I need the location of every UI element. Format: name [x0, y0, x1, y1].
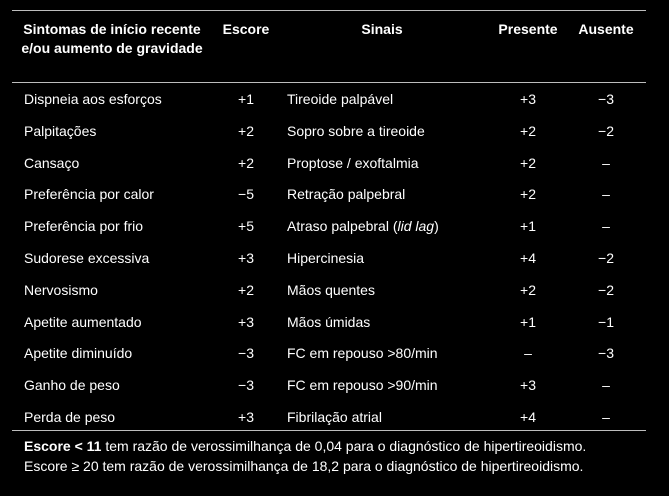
absent-score-cell: –	[602, 408, 610, 425]
present-score-cell: +3	[520, 377, 536, 394]
footnote-line-1	[24, 436, 586, 456]
sign-text: Retração palpebral	[287, 186, 406, 203]
symptom-cell: Cansaço	[24, 154, 80, 171]
absent-score-cell: −2	[598, 281, 614, 298]
absent-score-cell: −1	[598, 313, 614, 330]
sign-text: Fibrilação atrial	[287, 408, 382, 425]
header-ausente: Ausente	[578, 21, 634, 37]
sign-italic-text: lid lag	[397, 218, 435, 235]
absent-score-cell: –	[602, 186, 610, 203]
header-presente: Presente	[498, 21, 558, 37]
symptom-score-cell: +5	[238, 218, 254, 235]
sign-suffix-text: )	[434, 218, 439, 235]
present-score-cell: –	[524, 345, 532, 362]
footnote-line-2: Escore ≥ 20 tem razão de verossimilhança de 18,2 para o diagnóstico de hipertireoidismo.	[24, 458, 584, 474]
absent-score-cell: −3	[598, 91, 614, 107]
footnote-bold-threshold: Escore < 11	[24, 438, 102, 454]
symptom-score-cell: −3	[238, 345, 254, 362]
sign-cell	[287, 312, 370, 332]
table-row	[12, 341, 646, 373]
table-row	[12, 182, 646, 214]
table-footnote	[24, 436, 586, 476]
sign-cell	[287, 375, 438, 395]
sign-text: Mãos quentes	[287, 281, 375, 298]
symptom-score-cell: +1	[238, 91, 254, 107]
header-rule	[12, 82, 646, 83]
table-row	[12, 246, 646, 278]
sign-text: Tireoide palpável	[287, 91, 394, 107]
present-score-cell: +1	[520, 218, 536, 235]
footnote-line-1-text: tem razão de verossimilhança de 0,04 para o diagnóstico de hipertireoidismo.	[101, 438, 587, 454]
symptom-score-cell: +2	[238, 281, 254, 298]
symptom-cell: Perda de peso	[24, 408, 116, 425]
header-sintomas: Sintomas de início recente e/ou aumento de gravidade	[21, 21, 203, 56]
present-score-cell: +4	[520, 249, 536, 266]
symptom-score-cell: +2	[238, 154, 254, 171]
sign-cell	[287, 343, 438, 363]
absent-score-cell: –	[602, 377, 610, 394]
table-body	[12, 87, 646, 437]
table-row	[12, 151, 646, 183]
symptom-score-cell: −5	[238, 186, 254, 203]
symptom-cell: Apetite diminuído	[24, 345, 133, 362]
sign-text: Hipercinesia	[287, 249, 365, 266]
symptom-cell: Preferência por calor	[24, 186, 154, 203]
present-score-cell: +1	[520, 313, 536, 330]
present-score-cell: +4	[520, 408, 536, 425]
table-row	[12, 278, 646, 310]
present-score-cell: +2	[520, 186, 536, 203]
symptom-cell: Nervosismo	[24, 281, 98, 298]
symptom-cell: Apetite aumentado	[24, 313, 142, 330]
symptom-score-cell: +3	[238, 249, 254, 266]
header-escore: Escore	[222, 21, 270, 37]
table-row	[12, 87, 646, 119]
symptom-cell: Ganho de peso	[24, 377, 120, 394]
symptom-cell: Preferência por frio	[24, 218, 144, 235]
table-bottom-rule	[12, 430, 646, 431]
sign-cell	[287, 153, 419, 173]
table-row	[12, 214, 646, 246]
symptom-cell: Palpitações	[24, 122, 97, 139]
absent-score-cell: –	[602, 154, 610, 171]
symptom-cell: Dispneia aos esforços	[24, 91, 162, 107]
header-sinais: Sinais	[361, 21, 403, 37]
absent-score-cell: −2	[598, 122, 614, 139]
present-score-cell: +3	[520, 91, 536, 107]
sign-cell	[287, 89, 393, 109]
sign-cell	[287, 407, 382, 427]
present-score-cell: +2	[520, 281, 536, 298]
absent-score-cell: −2	[598, 249, 614, 266]
symptom-score-cell: −3	[238, 377, 254, 394]
sign-cell	[287, 184, 405, 204]
sign-cell	[287, 121, 425, 141]
symptom-cell: Sudorese excessiva	[24, 249, 150, 266]
present-score-cell: +2	[520, 122, 536, 139]
sign-cell	[287, 216, 439, 236]
symptom-score-cell: +3	[238, 408, 254, 425]
sign-text: FC em repouso >90/min	[287, 377, 438, 394]
absent-score-cell: −3	[598, 345, 614, 362]
score-table	[12, 6, 658, 488]
sign-text: Proptose / exoftalmia	[287, 154, 419, 171]
sign-text: Sopro sobre a tireoide	[287, 122, 425, 139]
symptom-score-cell: +3	[238, 313, 254, 330]
table-row	[12, 405, 646, 437]
sign-cell	[287, 248, 364, 268]
sign-cell	[287, 280, 375, 300]
sign-text: FC em repouso >80/min	[287, 345, 438, 362]
symptom-score-cell: +2	[238, 122, 254, 139]
table-row	[12, 119, 646, 151]
sign-text: Mãos úmidas	[287, 313, 371, 330]
table-row	[12, 310, 646, 342]
present-score-cell: +2	[520, 154, 536, 171]
absent-score-cell: –	[602, 218, 610, 235]
sign-text: Atraso palpebral (	[287, 218, 398, 235]
table-row	[12, 373, 646, 405]
table-top-rule	[12, 10, 646, 11]
